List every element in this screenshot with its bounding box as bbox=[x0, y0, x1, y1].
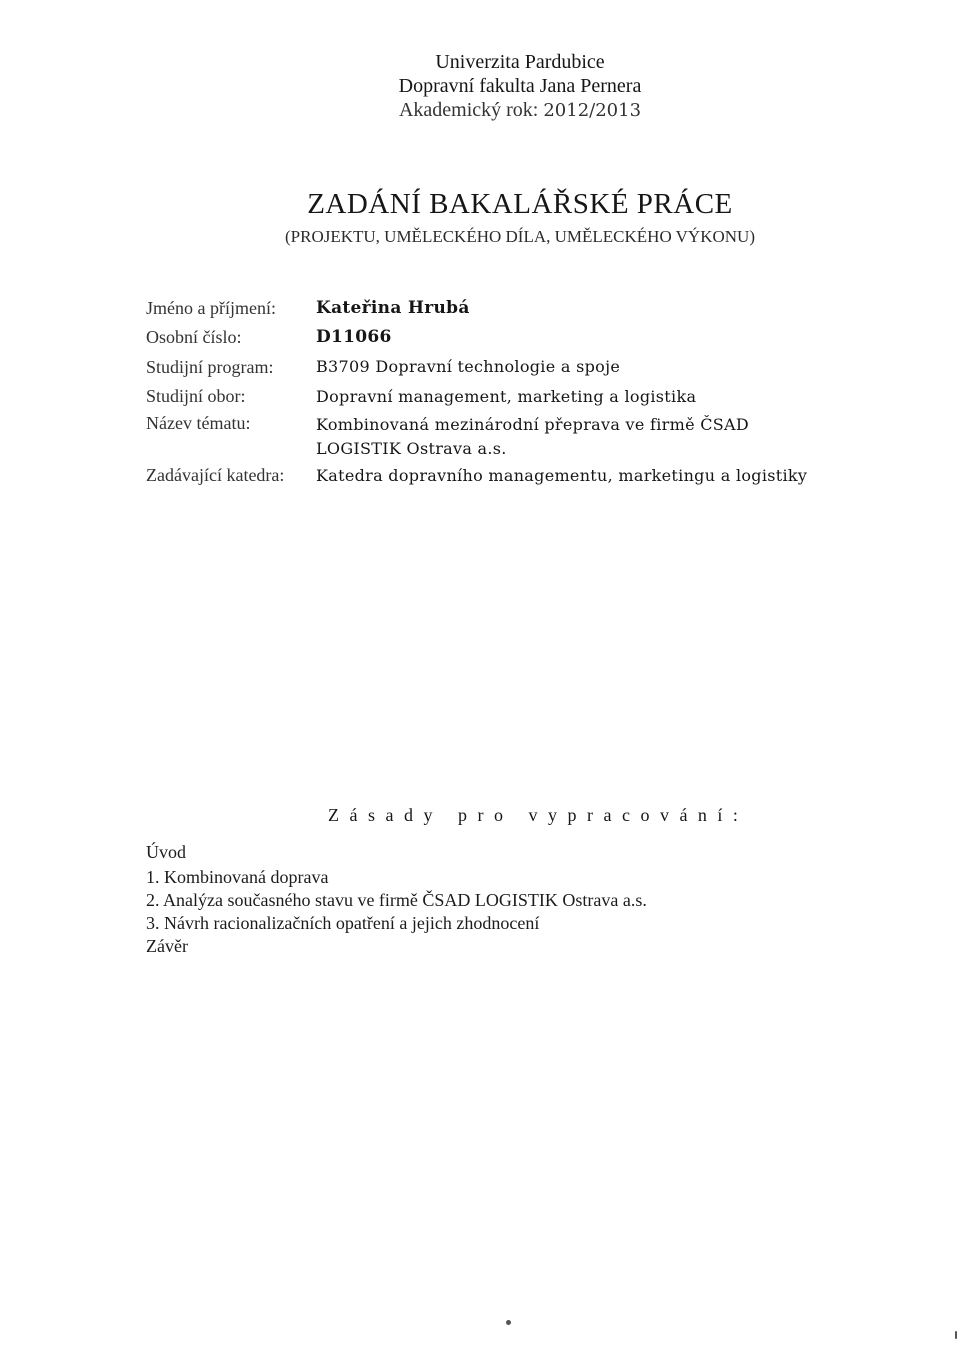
name-label: Jméno a příjmení: bbox=[146, 298, 276, 318]
academic-year-label: Akademický rok: bbox=[398, 99, 539, 121]
academic-year bbox=[0, 98, 960, 123]
principles-heading: Zásady pro vypracování: bbox=[328, 805, 749, 825]
outline-item: Úvod bbox=[146, 842, 186, 862]
document-title: ZADÁNÍ BAKALÁŘSKÉ PRÁCE bbox=[307, 188, 733, 220]
scan-speck bbox=[506, 1320, 511, 1325]
study-program-label: Studijní program: bbox=[146, 357, 274, 377]
academic-year-value: 2012/2013 bbox=[543, 100, 642, 121]
name-value: Kateřina Hrubá bbox=[316, 298, 470, 318]
outline-item: 1. Kombinovaná doprava bbox=[146, 867, 329, 887]
outline-item: 2. Analýza současného stavu ve firmě ČSAD LOGISTIK Ostrava a.s. bbox=[146, 890, 647, 910]
faculty-name: Dopravní fakulta Jana Pernera bbox=[398, 75, 642, 97]
personal-number-value: D11066 bbox=[316, 327, 392, 347]
scan-speck bbox=[955, 1331, 957, 1339]
outline-item: Závěr bbox=[146, 936, 188, 956]
department-label: Zadávající katedra: bbox=[146, 465, 285, 485]
personal-number-label: Osobní číslo: bbox=[146, 327, 242, 347]
topic-value-line1: Kombinovaná mezinárodní přeprava ve firmě ČSAD bbox=[316, 415, 750, 434]
university-name: Univerzita Pardubice bbox=[435, 51, 605, 73]
study-field-value: Dopravní management, marketing a logistika bbox=[316, 387, 697, 406]
document-subtitle: (PROJEKTU, UMĚLECKÉHO DÍLA, UMĚLECKÉHO VÝKONU) bbox=[285, 227, 755, 246]
study-program-value: B3709 Dopravní technologie a spoje bbox=[316, 357, 621, 376]
study-field-label: Studijní obor: bbox=[146, 386, 246, 406]
outline-item: 3. Návrh racionalizačních opatření a jejich zhodnocení bbox=[146, 913, 540, 933]
topic-value-line2: LOGISTIK Ostrava a.s. bbox=[316, 439, 507, 458]
department-value: Katedra dopravního managementu, marketingu a logistiky bbox=[316, 466, 808, 485]
topic-label: Název tématu: bbox=[146, 413, 251, 433]
